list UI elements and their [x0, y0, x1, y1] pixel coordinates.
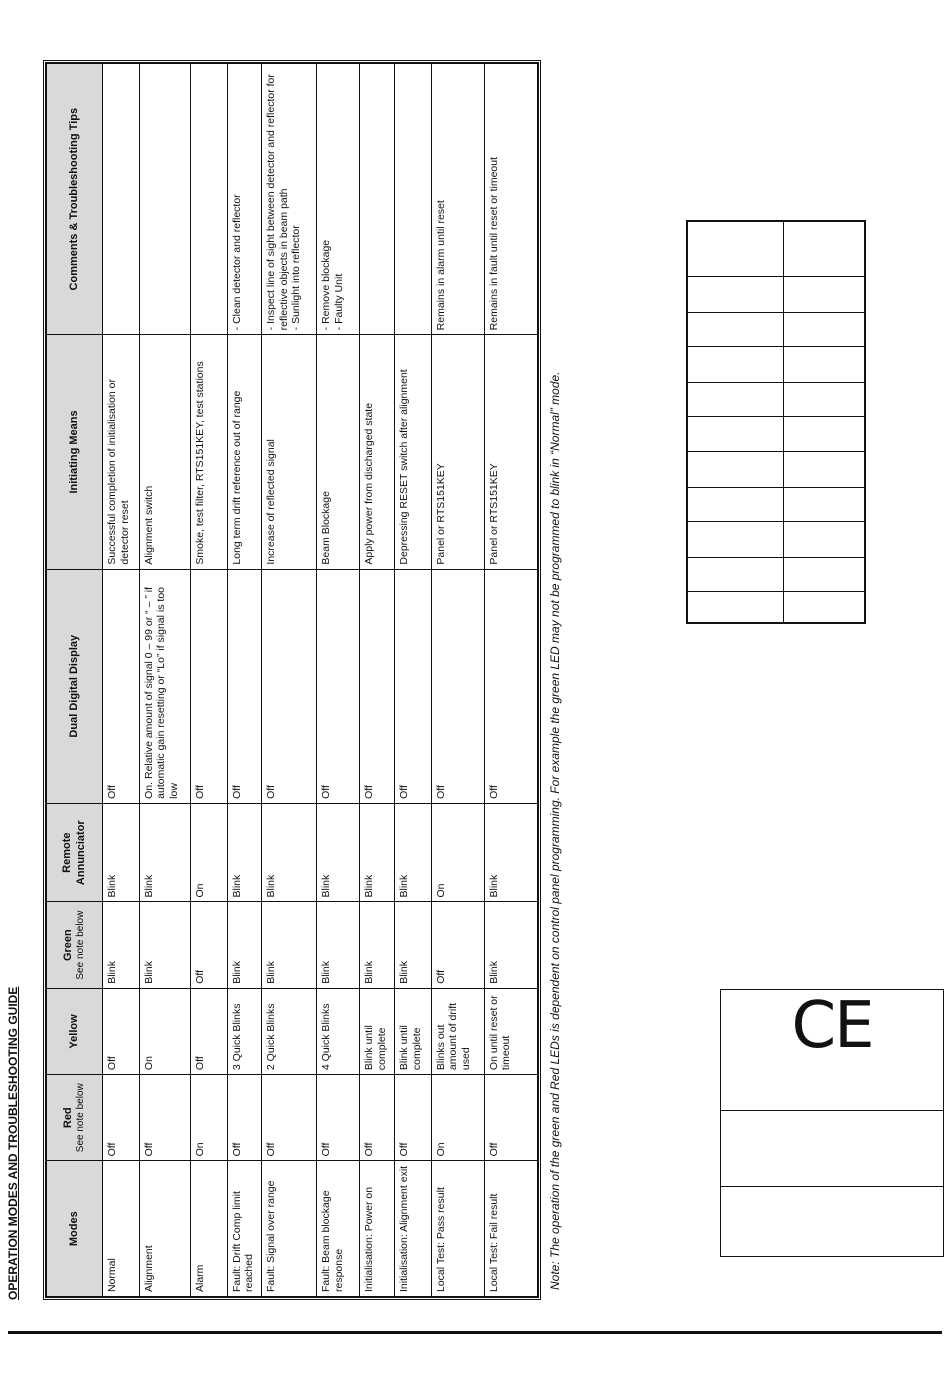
cell-mode: Fault: Beam blockage response: [317, 1161, 360, 1297]
grid-row: [687, 221, 865, 276]
cell-comments: [360, 64, 395, 335]
table-row: [431, 64, 484, 1297]
header-modes: Modes: [47, 1161, 103, 1297]
cell-green: Blink: [262, 902, 317, 988]
cell-means: Beam Blockage: [317, 335, 360, 569]
cell-means: Increase of reflected signal: [262, 335, 317, 569]
operation-modes-table: [43, 60, 541, 1300]
cell-display: Off: [394, 569, 431, 803]
cell-means: Panel or RTS151KEY: [431, 335, 484, 569]
cell-yellow: Blink until complete: [360, 988, 395, 1074]
cell-comments: - Inspect line of sight between detector and reflector for reflective objects in beam path - Sunlight into reflector: [262, 64, 317, 335]
cell-display: Off: [103, 569, 140, 803]
table-row: [360, 64, 395, 1297]
cell-red: Off: [484, 1075, 537, 1161]
cell-remote: On: [431, 803, 484, 902]
cell-remote: Blink: [103, 803, 140, 902]
header-initiating-means: Initiating Means: [47, 335, 103, 569]
grid-cell: [687, 383, 784, 417]
cell-comments: - Remove blockage - Faulty Unit: [317, 64, 360, 335]
certification-box: [720, 989, 944, 1257]
cell-yellow: On: [139, 988, 190, 1074]
cert-section-blank-2: [721, 1187, 943, 1256]
grid-cell: [784, 521, 865, 557]
grid-cell: [784, 592, 865, 623]
cell-display: Off: [431, 569, 484, 803]
grid-cell: [687, 221, 784, 276]
header-red: Red See note below: [47, 1075, 103, 1161]
grid-row: [687, 347, 865, 383]
grid-cell: [687, 592, 784, 623]
bottom-rule: [8, 1331, 942, 1334]
grid-row: [687, 276, 865, 312]
ce-mark-section: [721, 990, 943, 1111]
cell-yellow: 2 Quick Blinks: [262, 988, 317, 1074]
cell-yellow: 3 Quick Blinks: [227, 988, 262, 1074]
grid-row: [687, 521, 865, 557]
grid-cell: [784, 312, 865, 346]
cell-comments: [103, 64, 140, 335]
cell-yellow: Blink until complete: [394, 988, 431, 1074]
grid-cell: [784, 451, 865, 487]
cell-comments: [139, 64, 190, 335]
grid-cell: [687, 347, 784, 383]
grid-cell: [784, 487, 865, 521]
grid-row: [687, 487, 865, 521]
cell-means: Panel or RTS151KEY: [484, 335, 537, 569]
cell-mode: Initialisation: Power on: [360, 1161, 395, 1297]
cell-red: Off: [103, 1075, 140, 1161]
cell-mode: Alignment: [139, 1161, 190, 1297]
cell-remote: Blink: [317, 803, 360, 902]
table-row: [484, 64, 537, 1297]
cell-display: Off: [262, 569, 317, 803]
cell-green: Blink: [484, 902, 537, 988]
cell-yellow: 4 Quick Blinks: [317, 988, 360, 1074]
cell-red: Off: [394, 1075, 431, 1161]
cell-green: Off: [190, 902, 227, 988]
grid-cell: [687, 312, 784, 346]
grid-row: [687, 558, 865, 592]
table-row: [227, 64, 262, 1297]
cell-yellow: Blinks out amount of drift used: [431, 988, 484, 1074]
cell-comments: Remains in alarm until reset: [431, 64, 484, 335]
cell-remote: Blink: [227, 803, 262, 902]
cell-remote: Blink: [262, 803, 317, 902]
cell-remote: Blink: [484, 803, 537, 902]
cell-means: Apply power from discharged state: [360, 335, 395, 569]
header-comments: Comments & Troubleshooting Tips: [47, 64, 103, 335]
cell-red: Off: [262, 1075, 317, 1161]
cell-remote: Blink: [394, 803, 431, 902]
cell-green: Blink: [394, 902, 431, 988]
cell-means: Successful completion of initialisation or detector reset: [103, 335, 140, 569]
grid-cell: [784, 417, 865, 451]
grid-row: [687, 383, 865, 417]
cell-red: On: [190, 1075, 227, 1161]
cell-means: Long term drift reference out of range: [227, 335, 262, 569]
cell-red: On: [431, 1075, 484, 1161]
cell-red: Off: [317, 1075, 360, 1161]
ce-mark-icon: CE: [791, 989, 873, 1063]
header-dual-digital-display: Dual Digital Display: [47, 569, 103, 803]
cell-mode: Normal: [103, 1161, 140, 1297]
cell-green: Off: [431, 902, 484, 988]
cell-comments: - Clean detector and reflector: [227, 64, 262, 335]
grid-cell: [784, 383, 865, 417]
cell-comments: Remains in fault until reset or timeout: [484, 64, 537, 335]
footnote: Note: The operation of the green and Red LEDs is dependent on control panel programming. For example the green LED may not be programmed to blink in “Normal” mode.: [548, 371, 562, 1290]
cell-mode: Fault: Signal over range: [262, 1161, 317, 1297]
cell-yellow: On until reset or timeout: [484, 988, 537, 1074]
cell-green: Blink: [103, 902, 140, 988]
cell-green: Blink: [317, 902, 360, 988]
table-row: [139, 64, 190, 1297]
cell-display: Off: [484, 569, 537, 803]
table-row: [317, 64, 360, 1297]
grid-row: [687, 592, 865, 623]
cell-green: Blink: [139, 902, 190, 988]
blank-grid: [686, 220, 866, 624]
cell-remote: Blink: [139, 803, 190, 902]
grid-cell: [687, 276, 784, 312]
cell-display: Off: [227, 569, 262, 803]
table-row: [190, 64, 227, 1297]
cell-red: Off: [139, 1075, 190, 1161]
grid-cell: [784, 276, 865, 312]
grid-cell: [784, 347, 865, 383]
grid-cell: [784, 221, 865, 276]
table-header-row: [47, 64, 103, 1297]
cell-yellow: Off: [103, 988, 140, 1074]
cell-comments: [394, 64, 431, 335]
cell-remote: On: [190, 803, 227, 902]
header-remote-annunciator: Remote Annunciator: [47, 803, 103, 902]
cell-display: On. Relative amount of signal 0 – 99 or “ – ” if automatic gain resetting or “Lo” if signal is too low: [139, 569, 190, 803]
cell-means: Alignment switch: [139, 335, 190, 569]
cell-means: Depressing RESET switch after alignment: [394, 335, 431, 569]
grid-row: [687, 417, 865, 451]
cell-display: Off: [360, 569, 395, 803]
cell-mode: Local Test: Fail result: [484, 1161, 537, 1297]
cell-means: Smoke, test filter, RTS151KEY, test stations: [190, 335, 227, 569]
cell-red: Off: [227, 1075, 262, 1161]
grid-cell: [687, 451, 784, 487]
table-row: [103, 64, 140, 1297]
cell-green: Blink: [360, 902, 395, 988]
page-title: OPERATION MODES AND TROUBLESHOOTING GUIDE: [6, 986, 20, 1300]
cell-green: Blink: [227, 902, 262, 988]
cell-display: Off: [190, 569, 227, 803]
cell-yellow: Off: [190, 988, 227, 1074]
grid-cell: [687, 521, 784, 557]
cell-mode: Alarm: [190, 1161, 227, 1297]
cell-display: Off: [317, 569, 360, 803]
cell-mode: Fault: Drift Comp limit reached: [227, 1161, 262, 1297]
table-row: [262, 64, 317, 1297]
grid-cell: [784, 558, 865, 592]
header-green: Green See note below: [47, 902, 103, 988]
cell-comments: [190, 64, 227, 335]
cell-red: Off: [360, 1075, 395, 1161]
grid-cell: [687, 558, 784, 592]
cell-mode: Initialisation: Alignment exit: [394, 1161, 431, 1297]
cell-remote: Blink: [360, 803, 395, 902]
grid-row: [687, 451, 865, 487]
grid-row: [687, 312, 865, 346]
cell-mode: Local Test: Pass result: [431, 1161, 484, 1297]
table-row: [394, 64, 431, 1297]
grid-cell: [687, 417, 784, 451]
header-yellow: Yellow: [47, 988, 103, 1074]
cert-section-blank-1: [721, 1111, 943, 1187]
grid-cell: [687, 487, 784, 521]
